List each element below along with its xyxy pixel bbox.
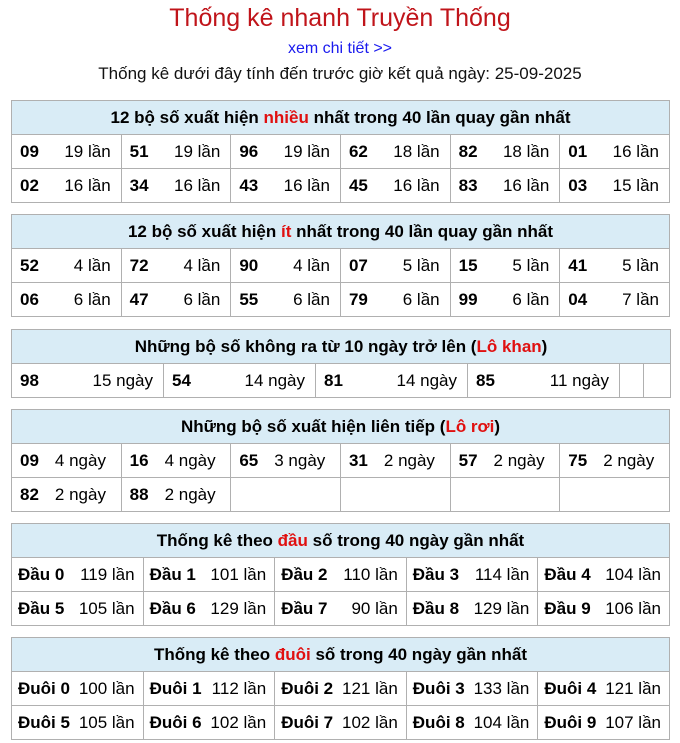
empty-cell bbox=[620, 364, 644, 398]
dau-header: Thống kê theo đầu số trong 40 ngày gần nhất bbox=[12, 524, 670, 558]
stat-cell: Đầu 8 129 lần bbox=[412, 598, 530, 618]
empty-cell bbox=[644, 364, 671, 398]
stat-cell: Đuôi 2 121 lần bbox=[281, 678, 398, 698]
stat-cell: 04 7 lần bbox=[568, 289, 659, 309]
lo-roi-header: Những bộ số xuất hiện liên tiếp (Lô rơi) bbox=[12, 410, 670, 444]
stat-cell: 06 6 lần bbox=[20, 289, 111, 309]
stat-cell: 31 2 ngày bbox=[348, 450, 435, 470]
lo-khan-header: Những bộ số không ra từ 10 ngày trở lên (Lô khan) bbox=[12, 330, 671, 364]
lo-khan-table bbox=[11, 329, 671, 398]
stat-cell: 85 11 ngày bbox=[476, 370, 609, 390]
stat-cell: 09 4 ngày bbox=[20, 450, 106, 470]
stat-cell: Đuôi 4 121 lần bbox=[544, 678, 661, 698]
stat-cell: 82 2 ngày bbox=[20, 484, 106, 504]
stat-cell: Đuôi 5 105 lần bbox=[18, 712, 135, 732]
stat-cell: 15 5 lần bbox=[458, 255, 550, 275]
empty-cell bbox=[231, 478, 341, 512]
empty-cell bbox=[450, 478, 560, 512]
stat-cell: Đầu 6 129 lần bbox=[149, 598, 267, 618]
stat-cell: 03 15 lần bbox=[568, 175, 659, 195]
stat-cell: Đuôi 8 104 lần bbox=[412, 712, 530, 732]
least-frequent-table bbox=[11, 214, 670, 317]
page-title: Thống kê nhanh Truyền Thống bbox=[169, 4, 511, 32]
stat-cell: 79 6 lần bbox=[348, 289, 440, 309]
stat-cell: 51 19 lần bbox=[129, 141, 221, 161]
stat-cell: 62 18 lần bbox=[348, 141, 440, 161]
stat-cell: 34 16 lần bbox=[129, 175, 221, 195]
stat-cell: 98 15 ngày bbox=[20, 370, 153, 390]
stat-cell: 52 4 lần bbox=[20, 255, 111, 275]
stat-cell: 90 4 lần bbox=[239, 255, 330, 275]
lo-roi-table bbox=[11, 409, 670, 512]
duoi-table bbox=[11, 637, 670, 740]
stat-cell: Đuôi 7 102 lần bbox=[281, 712, 398, 732]
stat-cell: 02 16 lần bbox=[20, 175, 111, 195]
stat-cell: 72 4 lần bbox=[129, 255, 221, 275]
stat-cell: Đầu 4 104 lần bbox=[544, 564, 661, 584]
detail-link-container bbox=[0, 40, 680, 58]
stat-cell: 75 2 ngày bbox=[568, 450, 655, 470]
stat-cell: 45 16 lần bbox=[348, 175, 440, 195]
stat-cell: Đuôi 3 133 lần bbox=[412, 678, 530, 698]
most-frequent-table bbox=[11, 100, 670, 203]
stat-cell: 81 14 ngày bbox=[324, 370, 457, 390]
stat-cell: 57 2 ngày bbox=[458, 450, 545, 470]
empty-cell bbox=[340, 478, 450, 512]
stat-cell: 47 6 lần bbox=[129, 289, 221, 309]
stat-cell: 16 4 ngày bbox=[129, 450, 216, 470]
stat-cell: Đầu 9 106 lần bbox=[544, 598, 661, 618]
stat-cell: 96 19 lần bbox=[239, 141, 330, 161]
stat-cell: Đầu 5 105 lần bbox=[18, 598, 135, 618]
dau-table bbox=[11, 523, 670, 626]
stat-cell: 55 6 lần bbox=[239, 289, 330, 309]
stat-cell: Đầu 2 110 lần bbox=[281, 564, 398, 584]
stat-cell: Đầu 1 101 lần bbox=[149, 564, 267, 584]
least-frequent-header: 12 bộ số xuất hiện ít nhất trong 40 lần quay gần nhất bbox=[12, 215, 670, 249]
stat-cell: 07 5 lần bbox=[348, 255, 440, 275]
empty-cell bbox=[560, 478, 670, 512]
stat-cell: Đuôi 0 100 lần bbox=[18, 678, 135, 698]
stat-cell: 88 2 ngày bbox=[129, 484, 216, 504]
stat-cell: Đuôi 1 112 lần bbox=[149, 678, 267, 698]
page-subtitle: Thống kê dưới đây tính đến trước giờ kết quả ngày: 25-09-2025 bbox=[98, 64, 582, 83]
stat-cell: 43 16 lần bbox=[239, 175, 330, 195]
stat-cell: Đầu 3 114 lần bbox=[412, 564, 530, 584]
stat-cell: 82 18 lần bbox=[458, 141, 550, 161]
stat-cell: Đuôi 9 107 lần bbox=[544, 712, 661, 732]
stat-cell: Đầu 7 90 lần bbox=[281, 598, 398, 618]
stat-cell: 65 3 ngày bbox=[239, 450, 326, 470]
view-detail-link[interactable]: xem chi tiết >> bbox=[287, 40, 393, 57]
stat-cell: 83 16 lần bbox=[458, 175, 550, 195]
stat-cell: Đuôi 6 102 lần bbox=[149, 712, 267, 732]
most-frequent-header: 12 bộ số xuất hiện nhiều nhất trong 40 lần quay gần nhất bbox=[12, 101, 670, 135]
duoi-header: Thống kê theo đuôi số trong 40 ngày gần nhất bbox=[12, 638, 670, 672]
stat-cell: 01 16 lần bbox=[568, 141, 659, 161]
stat-cell: 41 5 lần bbox=[568, 255, 659, 275]
stat-cell: 09 19 lần bbox=[20, 141, 111, 161]
stat-cell: 54 14 ngày bbox=[172, 370, 305, 390]
stat-cell: Đầu 0 119 lần bbox=[18, 564, 135, 584]
stat-cell: 99 6 lần bbox=[458, 289, 550, 309]
